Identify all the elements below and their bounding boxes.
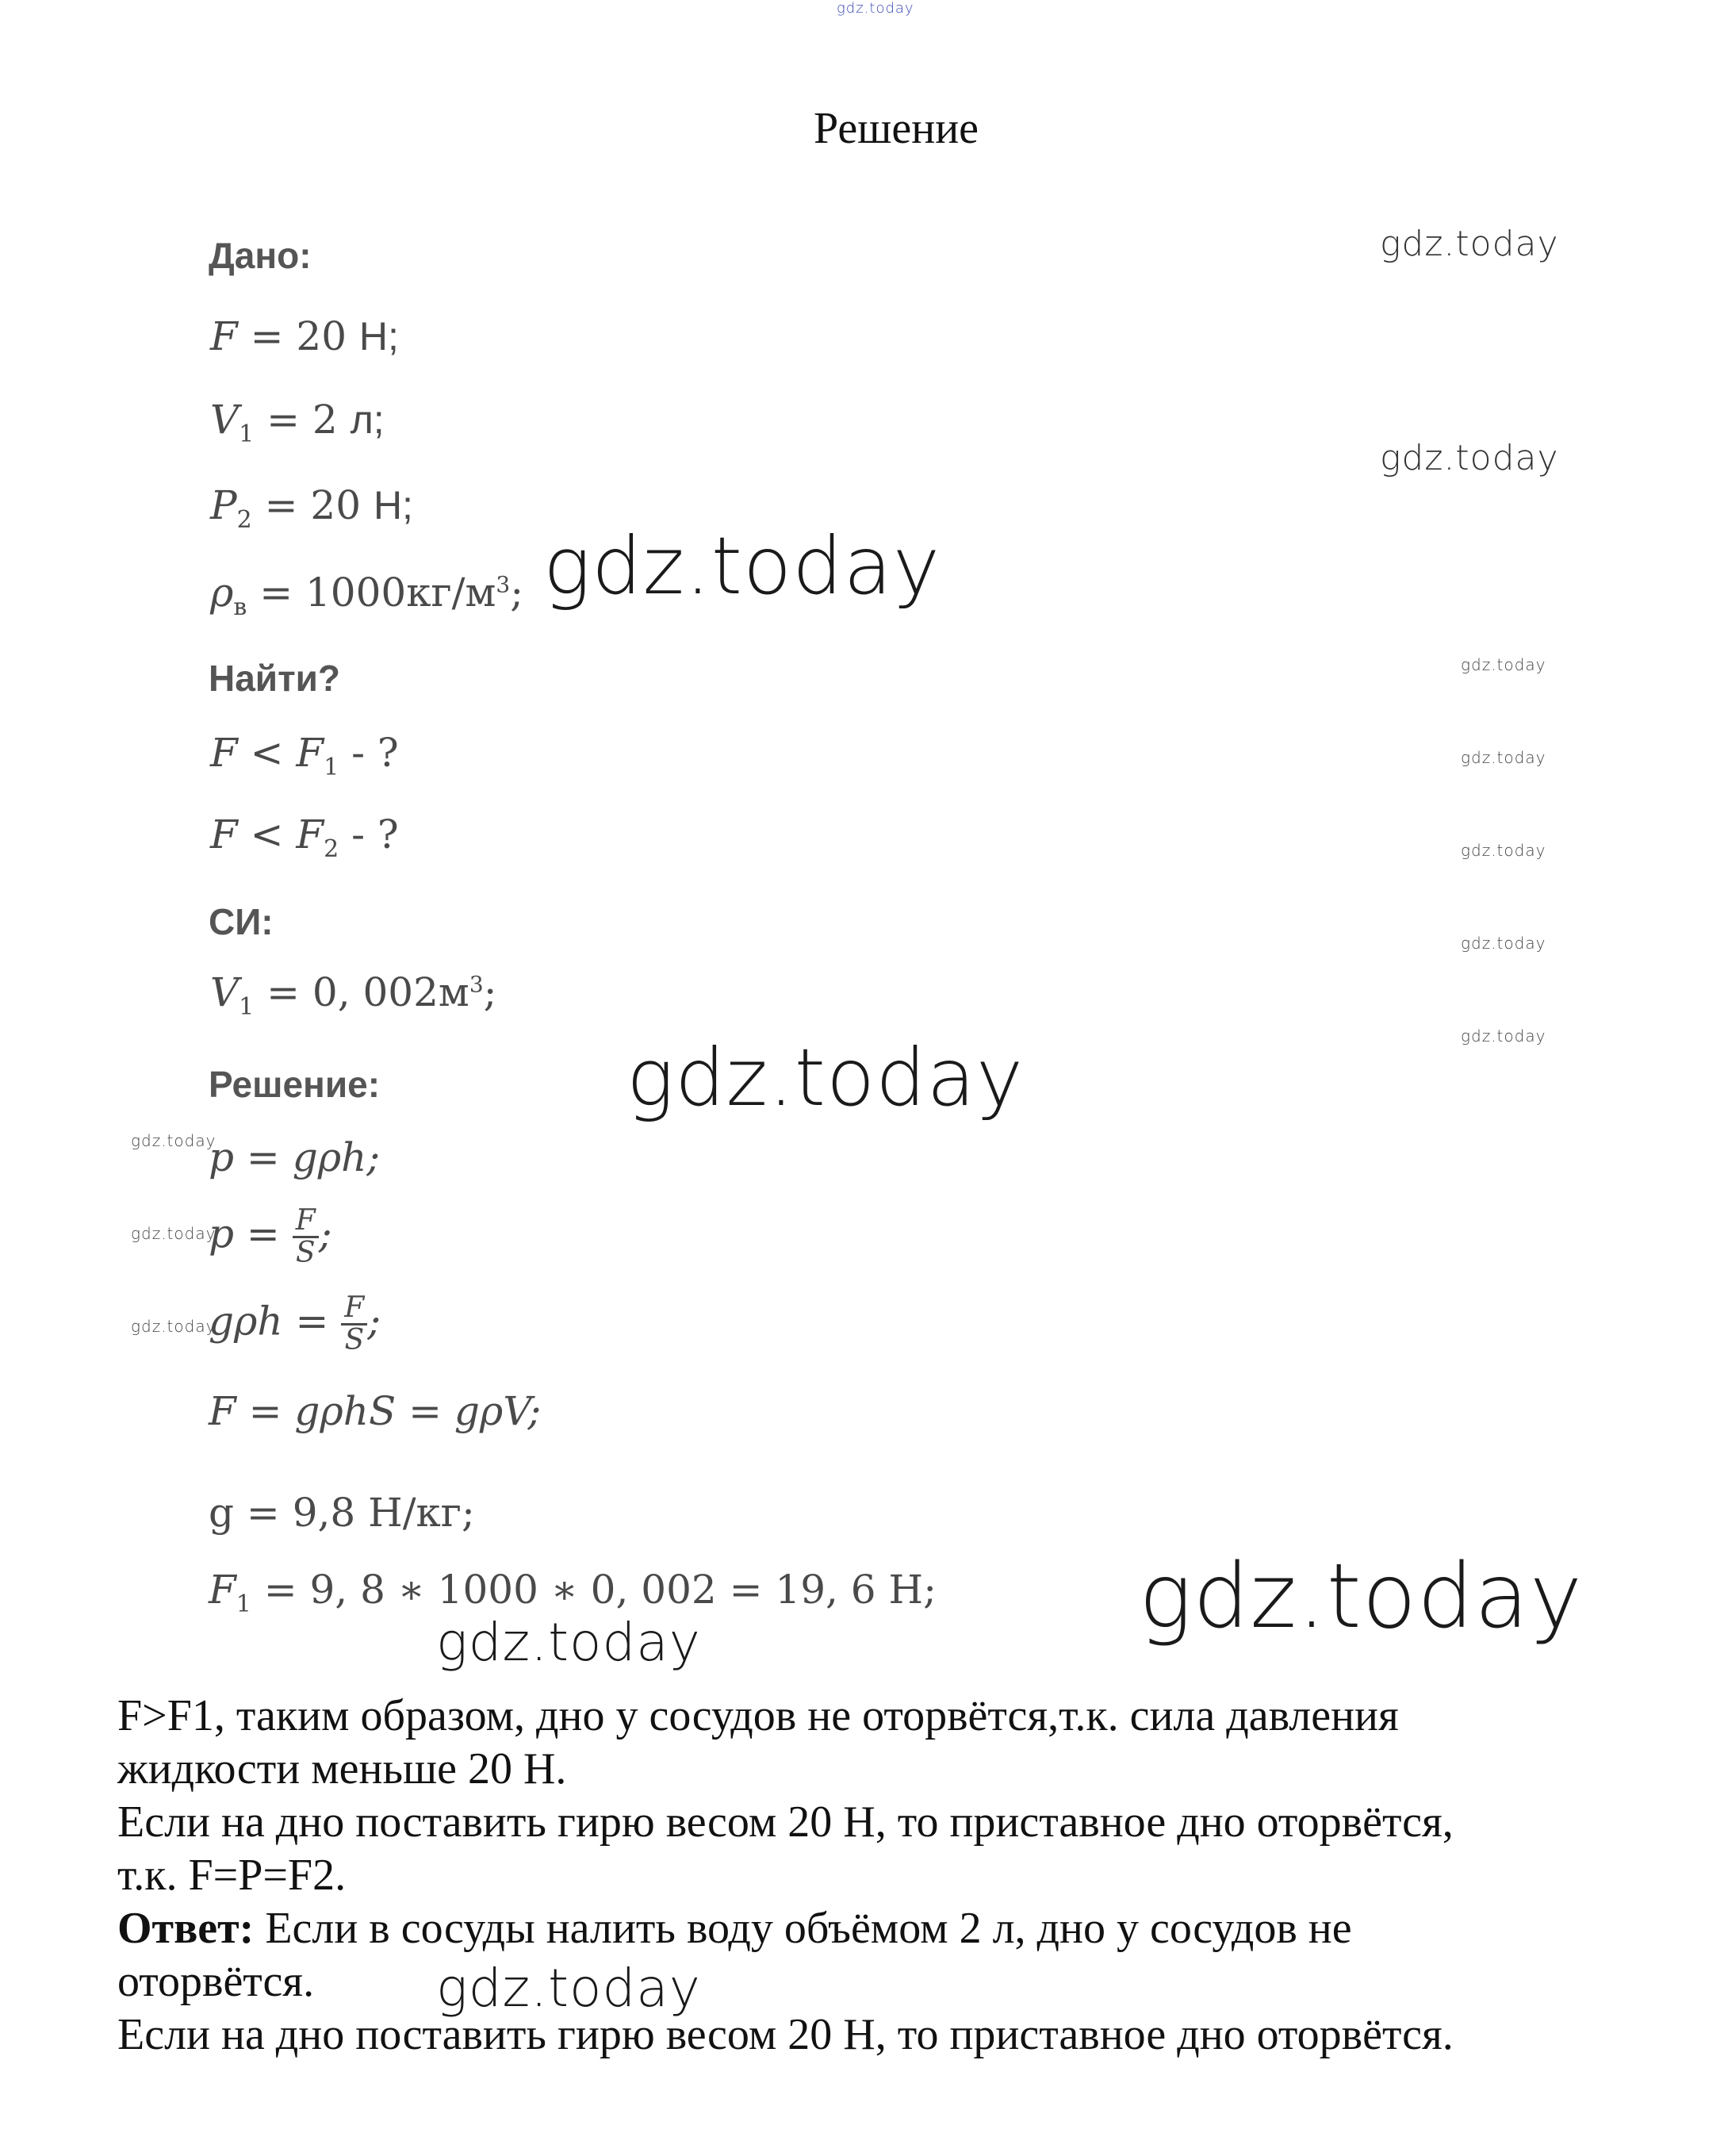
var-rho: ρ	[210, 570, 234, 616]
given-line-volume	[210, 397, 385, 448]
watermark: gdz.today	[543, 520, 941, 612]
solution-header: Решение:	[209, 1064, 381, 1105]
si-header: СИ:	[209, 901, 274, 942]
var-f2: F	[296, 811, 324, 857]
var-f: F	[210, 730, 238, 776]
page-title: Решение	[813, 104, 979, 153]
given-header: Дано:	[209, 235, 312, 276]
watermark: gdz.today	[131, 1317, 216, 1336]
lhs: p =	[209, 1210, 293, 1257]
question: - ?	[339, 730, 399, 776]
answer-line	[117, 1902, 1454, 1955]
watermark: gdz.today	[436, 1612, 701, 1673]
watermark: gdz.today	[1461, 655, 1546, 674]
watermark: gdz.today	[131, 1131, 216, 1150]
subscript: 1	[236, 1590, 251, 1618]
denominator: S	[344, 1324, 365, 1356]
operator: <	[237, 811, 297, 857]
var-v: V	[210, 397, 239, 443]
answer-text: Если в сосуды налить воду объёмом 2 л, дно у сосудов не	[254, 1904, 1352, 1953]
solution-line-5: g = 9,8 Н/кг;	[209, 1490, 475, 1536]
si-line	[210, 969, 497, 1021]
value: = 2	[254, 397, 351, 443]
value: = 0, 002м	[254, 969, 469, 1015]
value: = 20	[251, 482, 374, 528]
var-f1: F	[296, 730, 324, 776]
given-line-force	[210, 313, 399, 359]
watermark: gdz.today	[1461, 841, 1546, 860]
solution-line-2	[209, 1206, 332, 1268]
calc: = 9, 8 ∗ 1000 ∗ 0, 002 = 19, 6 Н;	[251, 1567, 937, 1613]
find-line-1	[210, 730, 399, 781]
text-line: жидкости меньше 20 Н.	[117, 1744, 567, 1793]
unit: Н;	[358, 314, 399, 359]
find-line-2	[210, 811, 399, 863]
solution-line-3	[209, 1293, 381, 1356]
var-f1: F	[209, 1567, 236, 1613]
given-line-weight	[210, 482, 413, 534]
watermark: gdz.today	[1380, 224, 1559, 264]
value: = 1000кг/м	[247, 570, 496, 616]
superscript: 3	[469, 971, 484, 998]
operator: <	[237, 730, 297, 776]
solution-line-4: F = gρhS = gρV;	[209, 1388, 542, 1434]
text-line: оторвётся.	[117, 1957, 315, 2006]
fraction	[341, 1293, 367, 1356]
watermark: gdz.today	[1139, 1545, 1584, 1648]
watermark-top: gdz.today	[837, 0, 914, 17]
answer-label: Ответ:	[117, 1904, 255, 1953]
solution-line-1: p = gρh;	[209, 1134, 381, 1180]
watermark: gdz.today	[1380, 438, 1559, 478]
watermark: gdz.today	[626, 1031, 1025, 1124]
unit: ;	[510, 570, 524, 616]
solution-line-6	[209, 1567, 937, 1618]
text-line: F>F1, таким образом, дно у сосудов не оторвётся,т.к. сила давления	[117, 1691, 1399, 1740]
unit: л;	[350, 397, 385, 442]
subscript: 1	[239, 993, 255, 1021]
watermark: gdz.today	[131, 1224, 216, 1243]
conclusion-paragraph-1	[117, 1690, 1454, 2062]
subscript: 1	[324, 754, 339, 781]
var-f: F	[210, 811, 238, 857]
text-line: т.к. F=P=F2.	[117, 1851, 347, 1900]
var-p: P	[210, 482, 237, 528]
text-line: Если на дно поставить гирю весом 20 Н, то приставное дно оторвётся.	[117, 2010, 1454, 2059]
tail: ;	[483, 969, 497, 1015]
text-line: Если на дно поставить гирю весом 20 Н, то приставное дно оторвётся,	[117, 1797, 1454, 1847]
question: - ?	[339, 811, 399, 857]
superscript: 3	[496, 571, 511, 598]
unit: Н;	[373, 483, 413, 527]
given-line-density	[210, 570, 523, 621]
numerator: F	[341, 1293, 367, 1325]
subscript: 2	[324, 835, 339, 863]
tail: ;	[367, 1298, 381, 1345]
var-v: V	[210, 969, 239, 1015]
numerator: F	[293, 1206, 319, 1238]
watermark: gdz.today	[1461, 1026, 1546, 1045]
watermark: gdz.today	[1461, 748, 1546, 767]
watermark: gdz.today	[1461, 934, 1546, 953]
var-f: F	[210, 313, 238, 359]
tail: ;	[318, 1210, 332, 1257]
find-header: Найти?	[209, 658, 340, 699]
value: = 20	[237, 313, 359, 359]
watermark: gdz.today	[436, 1958, 701, 2019]
denominator: S	[295, 1237, 316, 1269]
subscript: 1	[239, 420, 255, 448]
fraction	[293, 1206, 319, 1268]
subscript: в	[233, 593, 247, 621]
subscript: 2	[236, 506, 252, 534]
lhs: gρh =	[209, 1298, 342, 1345]
